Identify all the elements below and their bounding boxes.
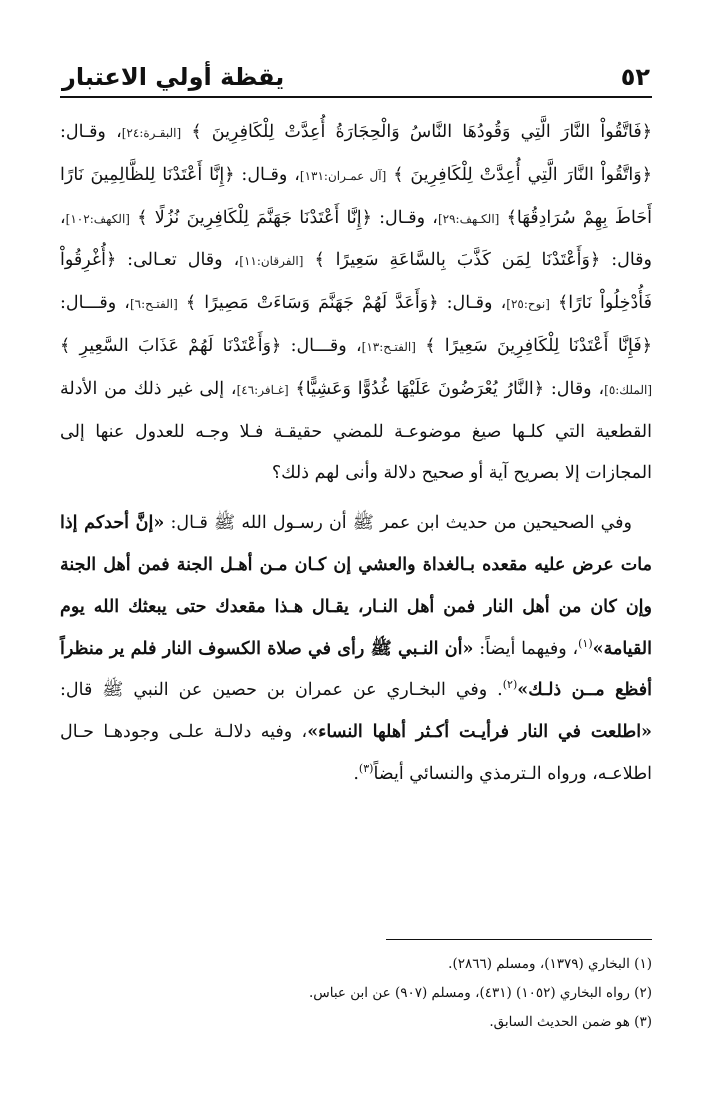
page-number: ٥٢ [620, 63, 650, 91]
footnotes [60, 950, 652, 1037]
quran-verse: ﴿وَأَعْتَدْنَا لَهُمْ عَذَابَ السَّعِيرِ ﴾ [60, 335, 282, 356]
body-text-run: ، إلى غير ذلك من الأدلة القطعية التي كلـها صيغ موضوعـة للمضي حقيقـة فـلا وجـه للعدول عنها إلى المجازات إلا بصريح آية أو صحيح دلالة وأنى لهم ذلك؟ [60, 378, 652, 484]
main-text [60, 112, 652, 796]
hadith-quote: «إنَّ أحدكم إذا مات عرض عليه مقعده بـالغداة والعشي إن كـان مـن أهـل الجنة فمن أهل الجنة وإن كان من أهل النار فمن أهل النـار، يقـال هـذا مقعدك حتى يبعثك الله يوم القيامة» [60, 513, 652, 659]
body-text-run: ، وقـــال: [60, 293, 130, 314]
quran-verse: ﴿وَأَعْتَدْنَا لِمَن كَذَّبَ بِالسَّاعَةِ سَعِيرًا ﴾ [314, 250, 601, 271]
paragraph-hadith [60, 503, 652, 796]
footnote-marker: (٣) [358, 762, 374, 776]
quran-verse: ﴿إِنَّا أَعْتَدْنَا لِلظَّالِمِينَ نَارًا أَحَاطَ بِهِمْ سُرَادِقُهَا﴾ [60, 164, 652, 228]
verse-reference: [الفرقان:١١] [239, 254, 304, 269]
body-text-run: ، وقـال: [371, 207, 438, 228]
hadith-quote: «اطلعت في النار فرأيـت أكـثر أهلها النساء» [307, 722, 652, 743]
running-title: يقظة أولي الاعتبار [62, 63, 285, 91]
footnote-divider [386, 939, 652, 940]
paragraph-quran-verses [60, 112, 652, 495]
quran-verse: ﴿النَّارُ يُعْرَضُونَ عَلَيْهَا غُدُوًّا وَعَشِيًّا﴾ [295, 378, 545, 399]
body-text-run: ، وفيه دلالـة علـى وجودهـا حـال اطلاعـه، ورواه الـترمذي والنسائي أيضاً [60, 722, 652, 784]
body-text-run: . وفي البخـاري عن عمران بن حصين عن النبي ﷺ قال: [60, 680, 503, 701]
quran-verse: ﴿إِنَّا أَعْتَدْنَا جَهَنَّمَ لِلْكَافِرِينَ نُزُلًا ﴾ [137, 207, 372, 228]
verse-reference: [الملك:٥] [604, 382, 653, 397]
footnote-item: (٢) رواه البخاري (١٠٥٢) (٤٣١)، ومسلم (٩٠٧) عن ابن عباس. [308, 985, 652, 1001]
header-divider [60, 96, 652, 98]
hadith-quote: «أن النـبي ﷺ رأى في صلاة الكسوف النار فلم ير منظراً أفظع مــن ذلـك» [60, 638, 652, 701]
body-text-run: ، وقال: [60, 207, 652, 271]
verse-reference: [غـافر:٤٦] [236, 382, 289, 397]
verse-reference: [الكـهف:٢٩] [437, 211, 500, 226]
body-text-run: ، وقال تعـالى: [116, 250, 240, 271]
footnote-item: (٣) هو ضمن الحديث السابق. [489, 1014, 652, 1030]
verse-reference: [آل عمـران:١٣١] [299, 168, 387, 183]
footnote-item: (١) البخاري (١٣٧٩)، ومسلم (٢٨٦٦). [448, 956, 652, 972]
verse-reference: [الفتـح:٦] [129, 297, 178, 312]
quran-verse: ﴿أُغْرِقُواْ فَأُدْخِلُواْ نَارًا﴾ [60, 250, 652, 314]
body-text-run: وفي الصحيحين من حديث ابن عمر ﷺ أن رسـول الله ﷺ قـال: [164, 513, 632, 534]
quran-verse: ﴿وَاتَّقُواْ النَّارَ الَّتِي أُعِدَّتْ لِلْكَافِرِينَ ﴾ [393, 164, 652, 185]
body-text-run: ، وقـال: [60, 122, 122, 142]
quran-verse: ﴿فَاتَّقُواْ النَّارَ الَّتِي وَقُودُهَا النَّاسُ وَالْحِجَارَةُ أُعِدَّتْ لِلْكَافِرِينَ ﴾ [191, 122, 652, 142]
body-text-run: ، وفيهما أيضاً: [473, 638, 579, 659]
verse-reference: [الكهف:١٠٢] [65, 211, 130, 226]
body-text-run: ، وقـــال: [281, 335, 362, 356]
body-text-run: ، وقـال: [438, 293, 507, 314]
body-text-run: ، وقـال: [234, 164, 300, 185]
verse-reference: [الفتـح:١٣] [361, 339, 416, 354]
body-text-run: . [353, 763, 359, 784]
footnote-marker: (٢) [502, 678, 518, 692]
footnote-marker: (١) [578, 636, 593, 650]
verse-reference: [البقـرة:٢٤] [121, 126, 182, 140]
quran-verse: ﴿فَإِنَّا أَعْتَدْنَا لِلْكَافِرِينَ سَعِيرًا ﴾ [425, 335, 652, 356]
body-text-run: ، وقال: [544, 378, 605, 399]
running-header [62, 52, 650, 92]
verse-reference: [نوح:٢٥] [506, 297, 550, 312]
quran-verse: ﴿وَأَعَدَّ لَهُمْ جَهَنَّمَ وَسَاءَتْ مَصِيرًا ﴾ [185, 293, 439, 314]
